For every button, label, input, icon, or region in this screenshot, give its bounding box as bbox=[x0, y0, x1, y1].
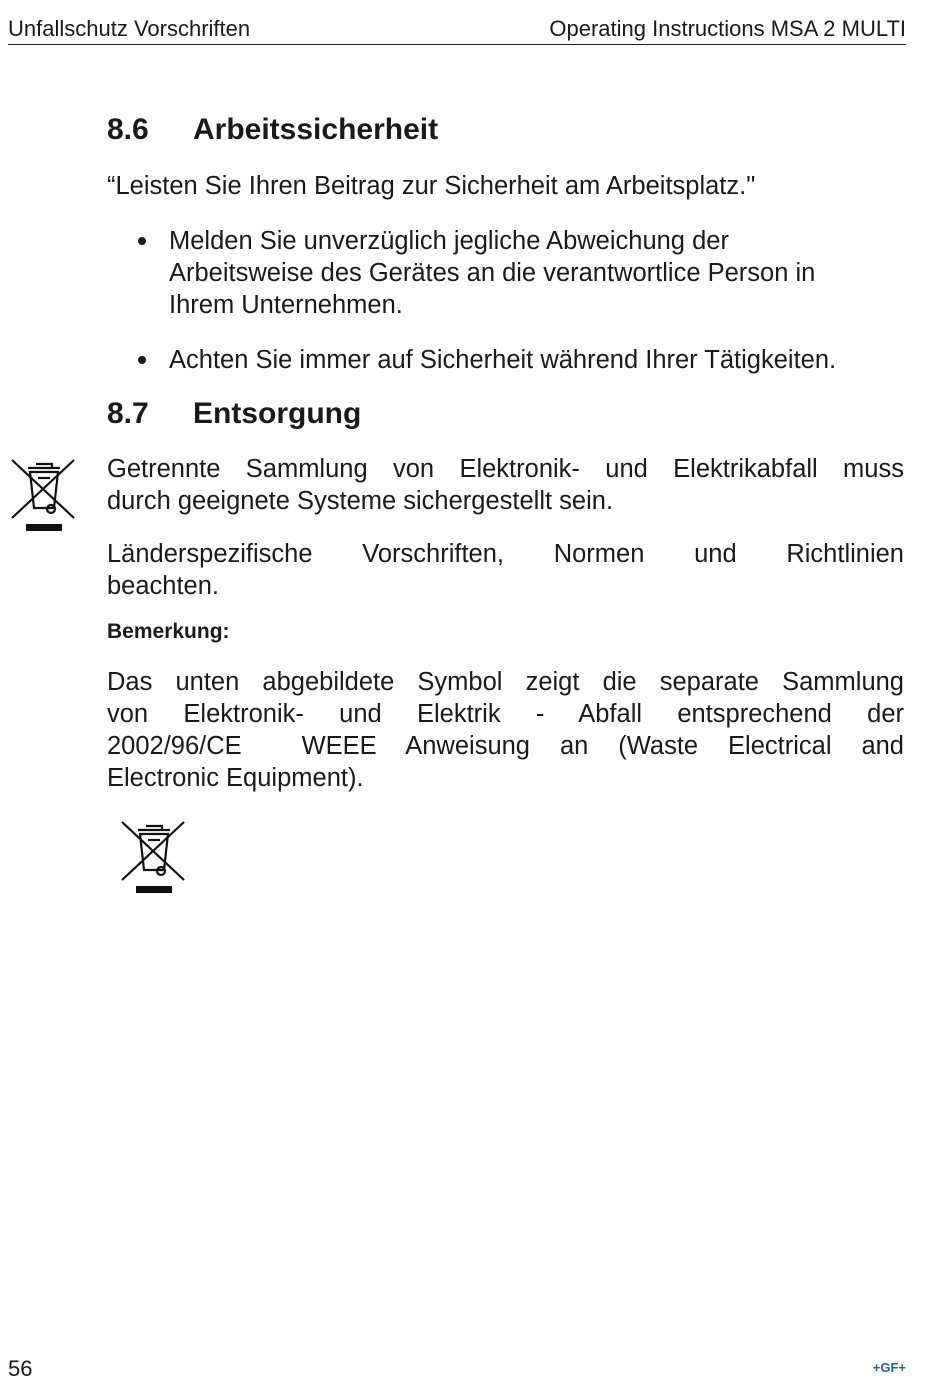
section-title: Arbeitssicherheit bbox=[193, 113, 439, 146]
list-item bbox=[136, 344, 906, 376]
bullet-list bbox=[136, 225, 906, 376]
disposal-paragraph bbox=[107, 453, 904, 517]
bullet-line: Arbeitsweise des Gerätes an die verantwortlice Person in bbox=[169, 259, 816, 287]
bullet-dot bbox=[138, 237, 146, 245]
bullet-line: Ihrem Unternehmen. bbox=[169, 291, 403, 319]
crossed-out-wheelie-bin-icon bbox=[120, 818, 188, 896]
crossed-out-wheelie-bin-icon bbox=[10, 456, 78, 534]
quote-paragraph: “Leisten Sie Ihren Beitrag zur Sicherheit am Arbeitsplatz." bbox=[107, 172, 756, 200]
page-number: 56 bbox=[8, 1356, 33, 1381]
section-heading-8-7 bbox=[107, 397, 361, 431]
paragraph-line: 2002/96/CE WEEE Anweisung an (Waste Electrical and bbox=[107, 732, 904, 760]
bullet-line: Melden Sie unverzüglich jegliche Abweichung der bbox=[169, 227, 729, 255]
page-header bbox=[8, 14, 906, 45]
bullet-line: Achten Sie immer auf Sicherheit während Ihrer Tätigkeiten. bbox=[169, 346, 837, 374]
list-item bbox=[136, 225, 906, 321]
note-paragraph bbox=[107, 666, 904, 794]
paragraph-line: durch geeignete Systeme sichergestellt sein. bbox=[107, 487, 614, 515]
paragraph-line: Das unten abgebildete Symbol zeigt die separate Sammlung bbox=[107, 668, 904, 696]
section-title: Entsorgung bbox=[193, 397, 362, 430]
paragraph-line: von Elektronik- und Elektrik - Abfall entsprechend der bbox=[107, 700, 904, 728]
regulations-paragraph bbox=[107, 538, 904, 602]
paragraph-line: beachten. bbox=[107, 572, 220, 600]
bullet-dot bbox=[138, 356, 146, 364]
section-heading-8-6 bbox=[107, 113, 438, 147]
paragraph-line: Getrennte Sammlung von Elektronik- und Elektrikabfall muss bbox=[107, 455, 904, 483]
note-label: Bemerkung: bbox=[107, 620, 230, 643]
gf-logo: +GF+ bbox=[872, 1360, 906, 1375]
paragraph-line: Electronic Equipment). bbox=[107, 764, 364, 792]
header-left-title: Unfallschutz Vorschriften bbox=[8, 16, 251, 41]
paragraph-line: Länderspezifische Vorschriften, Normen und Richtlinien bbox=[107, 540, 904, 568]
section-number: 8.6 bbox=[107, 113, 149, 146]
header-right-title: Operating Instructions MSA 2 MULTI bbox=[549, 16, 906, 41]
section-number: 8.7 bbox=[107, 397, 149, 430]
